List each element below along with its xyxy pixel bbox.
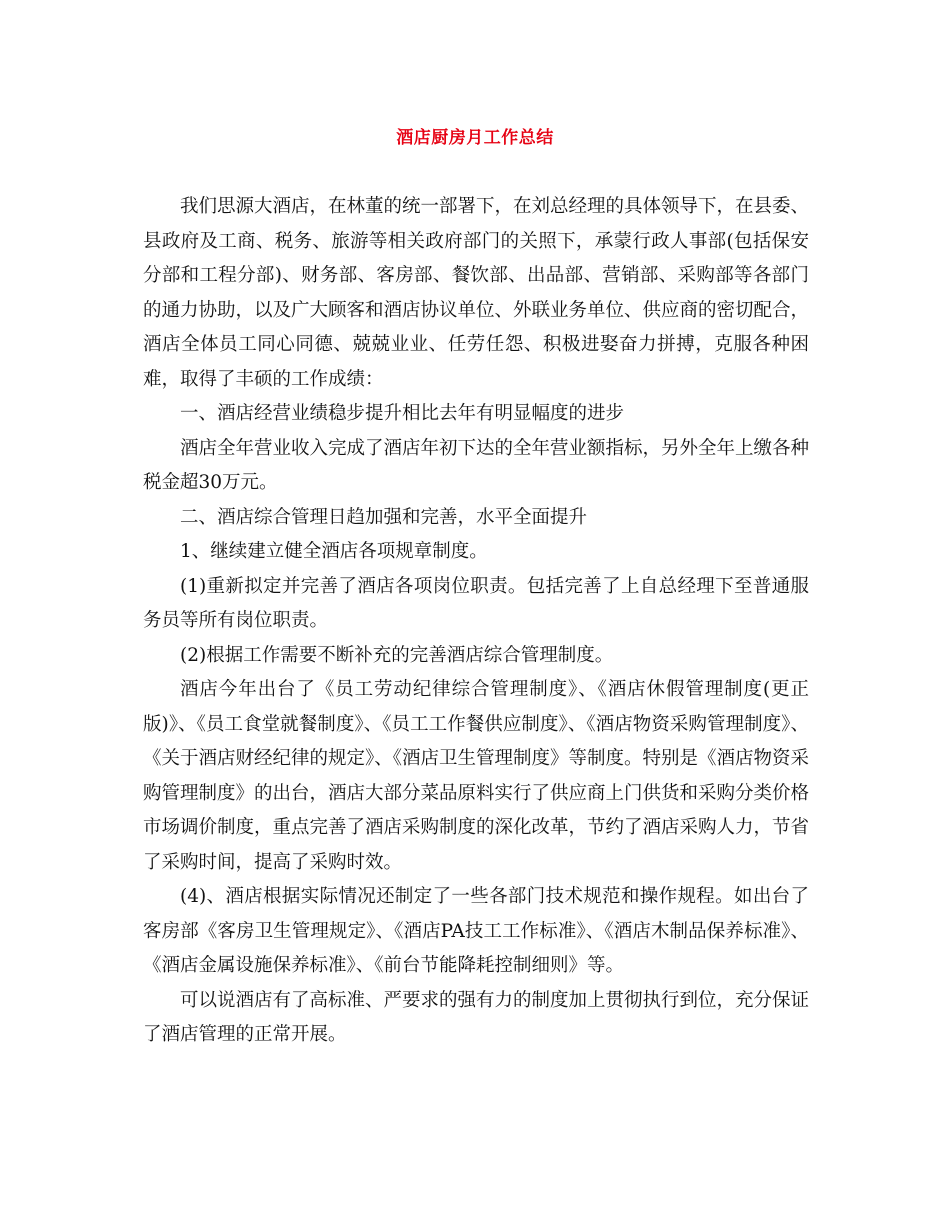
paragraph-item-1: 1、继续建立健全酒店各项规章制度。 [180,541,488,562]
document-title: 酒店厨房月工作总结 [396,128,554,148]
paragraph-subitem-4: (4)、酒店根据实际情况还制定了一些各部门技术规范和操作规程。如出台了客房部《客房卫生管理规定》、《酒店PA技工工作标准》、《酒店木制品保养标准》、《酒店金属设施保养标准》、《前台节能降耗控制细则》等。 [143,886,809,976]
paragraph-subitem-1: (1)重新拟定并完善了酒店各项岗位职责。包括完善了上自总经理下至普通服务员等所有岗位职责。 [143,575,809,631]
paragraph-intro: 我们思源大酒店，在林董的统一部署下，在刘总经理的具体领导下，在县委、县政府及工商、税务、旅游等相关政府部门的关照下，承蒙行政人事部(包括保安分部和工程分部)、财务部、客房部、餐饮部、出品部、营销部、采购部等各部门的通力协助，以及广大顾客和酒店协议单位、外联业务单位、供应商的密切配合，酒店全体员工同心同德、兢兢业业、任劳任怨、积极进娶奋力拼搏，克服各种困难，取得了丰硕的工作成绩： [143,196,810,390]
heading-section-1: 一、酒店经营业绩稳步提升相比去年有明显幅度的进步 [180,403,625,424]
paragraph-revenue: 酒店全年营业收入完成了酒店年初下达的全年营业额指标，另外全年上缴各种税金超30万元。 [143,437,810,493]
paragraph-conclusion: 可以说酒店有了高标准、严要求的强有力的制度加上贯彻执行到位，充分保证了酒店管理的正常开展。 [143,989,810,1045]
paragraph-regulations: 酒店今年出台了《员工劳动纪律综合管理制度》、《酒店休假管理制度(更正版)》、《员工食堂就餐制度》、《员工工作餐供应制度》、《酒店物资采购管理制度》、《关于酒店财经纪律的规定》、《酒店卫生管理制度》等制度。特别是《酒店物资采购管理制度》的出台，酒店大部分菜品原料实行了供应商上门供货和采购分类价格市场调价制度，重点完善了酒店采购制度的深化改革，节约了酒店采购人力，节省了采购时间，提高了采购时效。 [143,679,810,873]
document-body [143,190,809,1053]
paragraph-subitem-2: (2)根据工作需要不断补充的完善酒店综合管理制度。 [180,644,614,666]
heading-section-2: 二、酒店综合管理日趋加强和完善，水平全面提升 [180,506,588,528]
